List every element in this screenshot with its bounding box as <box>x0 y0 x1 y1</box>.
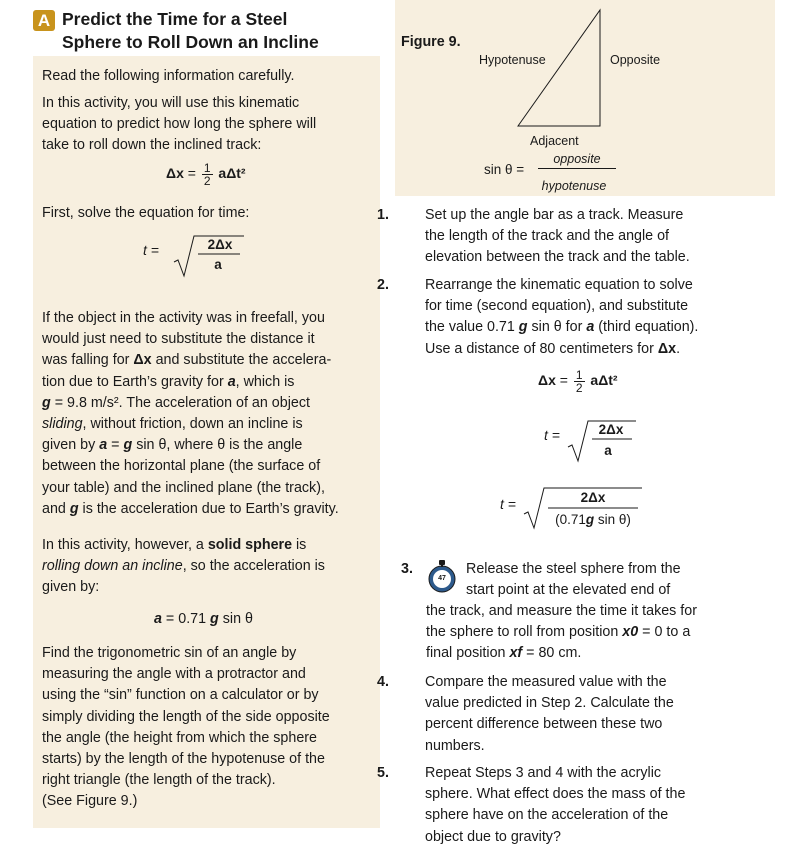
text-run: and <box>42 500 70 517</box>
text-line: simply dividing the length of the side opposite <box>42 708 330 725</box>
text-run: , so the acceleration is <box>182 558 325 575</box>
text-run: , without friction, down an incline is <box>82 416 303 433</box>
text-line: sphere have on the acceleration of the <box>425 807 669 824</box>
text-run: rolling down an incline <box>42 558 183 575</box>
text-run: a <box>227 373 236 390</box>
text-run: g <box>123 437 133 454</box>
kinematic-equation <box>166 162 246 187</box>
text-line: the length of the track and the angle of <box>425 228 670 245</box>
right-triangle-diagram <box>510 6 610 132</box>
time-lhs-3 <box>500 496 516 512</box>
text-run: , which is <box>235 373 295 390</box>
text-line: take to roll down the inclined track: <box>42 137 262 154</box>
text-run: and substitute the accelera- <box>151 352 332 369</box>
text-run: Rearrange the kinematic equation to solve <box>425 277 693 293</box>
timer-number: 47 <box>438 575 446 582</box>
text-line <box>377 763 775 784</box>
fraction <box>202 162 213 187</box>
eq-term: sin θ) <box>594 512 631 527</box>
sqrt-denominator-3 <box>548 512 638 527</box>
text-line: Release the steel sphere from the <box>466 561 681 577</box>
text-run: a <box>99 437 108 454</box>
eq-term: a <box>154 611 162 627</box>
text-line: elevation between the track and the table. <box>425 249 690 266</box>
text-run: Set up the angle bar as a track. Measure <box>425 207 684 223</box>
text-line: start point at the elevated end of <box>466 582 671 599</box>
text-line: starts) by the length of the hypotenuse of the <box>42 751 325 768</box>
eq-term: 2Δx <box>598 422 624 437</box>
text-run: the value 0.71 <box>425 319 519 336</box>
title-line-2: Sphere to Roll Down an Incline <box>62 32 319 52</box>
eq-term: a <box>214 257 222 272</box>
text-run: a <box>586 319 595 336</box>
text-line <box>425 317 775 338</box>
step-3-head <box>466 559 756 601</box>
text-line: object due to gravity? <box>425 828 561 845</box>
text-run: Δx <box>657 340 677 357</box>
step-number: 4. <box>377 674 389 690</box>
text-line: would just need to substitute the distance it <box>42 331 315 348</box>
kinematic-intro <box>42 93 382 157</box>
step-2 <box>377 275 775 360</box>
step-5 <box>377 763 775 848</box>
text-run: Use a distance of 80 centimeters for <box>425 340 658 357</box>
text-line: sphere. What effect does the mass of the <box>425 786 686 803</box>
text-line: your table) and the inclined plane (the track), <box>42 479 325 496</box>
text-run: Compare the measured value with the <box>425 674 667 690</box>
sqrt-numerator <box>198 237 242 252</box>
text-run: . <box>676 340 681 357</box>
text-line: the angle (the height from which the sphere <box>42 729 317 746</box>
text-run: sliding <box>42 416 83 433</box>
text-line: equation to predict how long the sphere will <box>42 116 317 133</box>
time-lhs <box>143 242 159 258</box>
eq-sign: = <box>187 165 196 182</box>
text-run: x0 <box>622 624 639 641</box>
trig-paragraph <box>42 643 382 813</box>
solve-text: First, solve the equation for time: <box>42 205 250 221</box>
text-run: the sphere to roll from position <box>426 624 623 641</box>
section-title <box>62 8 362 54</box>
text-run: xf <box>509 645 523 662</box>
eq-term: aΔt² <box>218 165 246 182</box>
text-line: In this activity, you will use this kinematic <box>42 95 300 111</box>
eq-term: sin θ <box>218 611 253 627</box>
text-run: sin θ, where θ is the angle <box>132 437 303 454</box>
adjacent-label: Adjacent <box>530 134 579 148</box>
intro-text: Read the following information carefully. <box>42 68 295 84</box>
text-line <box>426 643 756 664</box>
text-line <box>425 339 775 360</box>
sqrt-numerator-3 <box>548 490 638 505</box>
figure-label: Figure 9. <box>401 34 461 50</box>
text-run: sin θ for <box>527 319 587 336</box>
eq-term: opposite <box>553 152 601 166</box>
step-number: 5. <box>377 765 389 781</box>
acceleration-equation <box>154 611 253 627</box>
fraction-den: 2 <box>575 381 583 395</box>
time-lhs-2 <box>544 427 560 443</box>
eq-term: t = <box>500 496 516 512</box>
eq-term: g <box>210 611 219 627</box>
hypotenuse-label: Hypotenuse <box>479 53 546 67</box>
step-1 <box>377 205 775 269</box>
text-line <box>377 275 775 296</box>
eq-term: 2Δx <box>580 490 606 505</box>
text-line <box>426 622 756 643</box>
fraction <box>574 369 585 394</box>
text-line: numbers. <box>425 737 485 754</box>
sin-lhs: sin θ = <box>484 162 525 177</box>
text-run: is <box>292 537 307 553</box>
text-run: final position <box>426 645 510 662</box>
eq-term: Δx <box>166 165 184 182</box>
text-line <box>42 535 382 556</box>
step-number: 3. <box>401 561 413 577</box>
text-line <box>377 205 775 226</box>
kinematic-equation-2 <box>538 369 618 394</box>
text-line: between the horizontal plane (the surface of <box>42 458 321 475</box>
sin-numerator <box>538 152 616 169</box>
text-run: solid sphere <box>207 537 293 553</box>
text-line <box>42 350 382 371</box>
text-line <box>42 499 382 520</box>
text-run: = <box>107 437 124 454</box>
text-run: g <box>42 394 51 411</box>
eq-term: (0.71 <box>555 512 586 527</box>
text-run: was falling for <box>42 352 134 369</box>
text-line: value predicted in Step 2. Calculate the <box>425 695 674 712</box>
text-line: Find the trigonometric sin of an angle by <box>42 645 297 661</box>
eq-term: a <box>604 443 612 458</box>
text-line: If the object in the activity was in freefall, you <box>42 310 325 326</box>
text-line: using the “sin” function on a calculator or by <box>42 687 319 704</box>
fraction-num: 1 <box>203 161 211 175</box>
text-run: = 0 to a <box>638 624 691 641</box>
step-number: 1. <box>377 207 389 223</box>
fraction-den: 2 <box>203 174 211 188</box>
text-line: for time (second equation), and substitute <box>425 298 689 315</box>
text-line <box>42 556 382 577</box>
eq-term: = 0.71 <box>161 611 211 627</box>
text-line: the track, and measure the time it takes for <box>426 603 697 619</box>
eq-term: aΔt² <box>590 372 618 389</box>
eq-term: t = <box>143 242 159 258</box>
eq-sign: = <box>559 372 568 389</box>
text-run: = 80 cm. <box>522 645 582 662</box>
text-line: measuring the angle with a protractor and <box>42 666 306 683</box>
eq-term: hypotenuse <box>541 179 607 193</box>
text-run: (third equation). <box>594 319 699 336</box>
text-line <box>42 393 382 414</box>
step-4 <box>377 672 775 757</box>
text-run: given by <box>42 437 100 454</box>
eq-term: g <box>585 512 595 527</box>
text-run: Δx <box>133 352 152 369</box>
opposite-label: Opposite <box>610 53 661 67</box>
sqrt-denominator <box>198 257 238 272</box>
text-run: tion due to Earth’s gravity for <box>42 373 228 390</box>
eq-term: t = <box>544 427 560 443</box>
text-run: g <box>518 319 528 336</box>
text-run: is the acceleration due to Earth’s gravity. <box>78 500 339 517</box>
eq-term: 2Δx <box>207 237 233 252</box>
text-line <box>42 372 382 393</box>
text-run: In this activity, however, a <box>42 537 208 553</box>
freefall-paragraph <box>42 308 382 520</box>
sqrt-denominator-2 <box>588 443 628 458</box>
fraction-num: 1 <box>575 368 583 382</box>
sin-denominator <box>535 179 613 193</box>
text-run: Repeat Steps 3 and 4 with the acrylic <box>425 765 662 781</box>
eq-term: Δx <box>538 372 556 389</box>
text-run: g <box>69 500 79 517</box>
title-line-1: Predict the Time for a Steel <box>62 9 288 29</box>
text-line <box>377 672 775 693</box>
text-line <box>42 435 382 456</box>
text-line: right triangle (the length of the track). <box>42 772 276 789</box>
rolling-paragraph <box>42 535 382 599</box>
step-number: 2. <box>377 277 389 293</box>
step-3-body <box>426 601 756 665</box>
text-line: given by: <box>42 579 100 596</box>
text-line: (See Figure 9.) <box>42 793 138 810</box>
text-line: percent difference between these two <box>425 716 663 733</box>
text-run: = 9.8 m/s². The acceleration of an object <box>50 394 310 411</box>
text-line <box>42 414 382 435</box>
section-badge: A <box>33 10 55 31</box>
sqrt-numerator-2 <box>588 422 634 437</box>
